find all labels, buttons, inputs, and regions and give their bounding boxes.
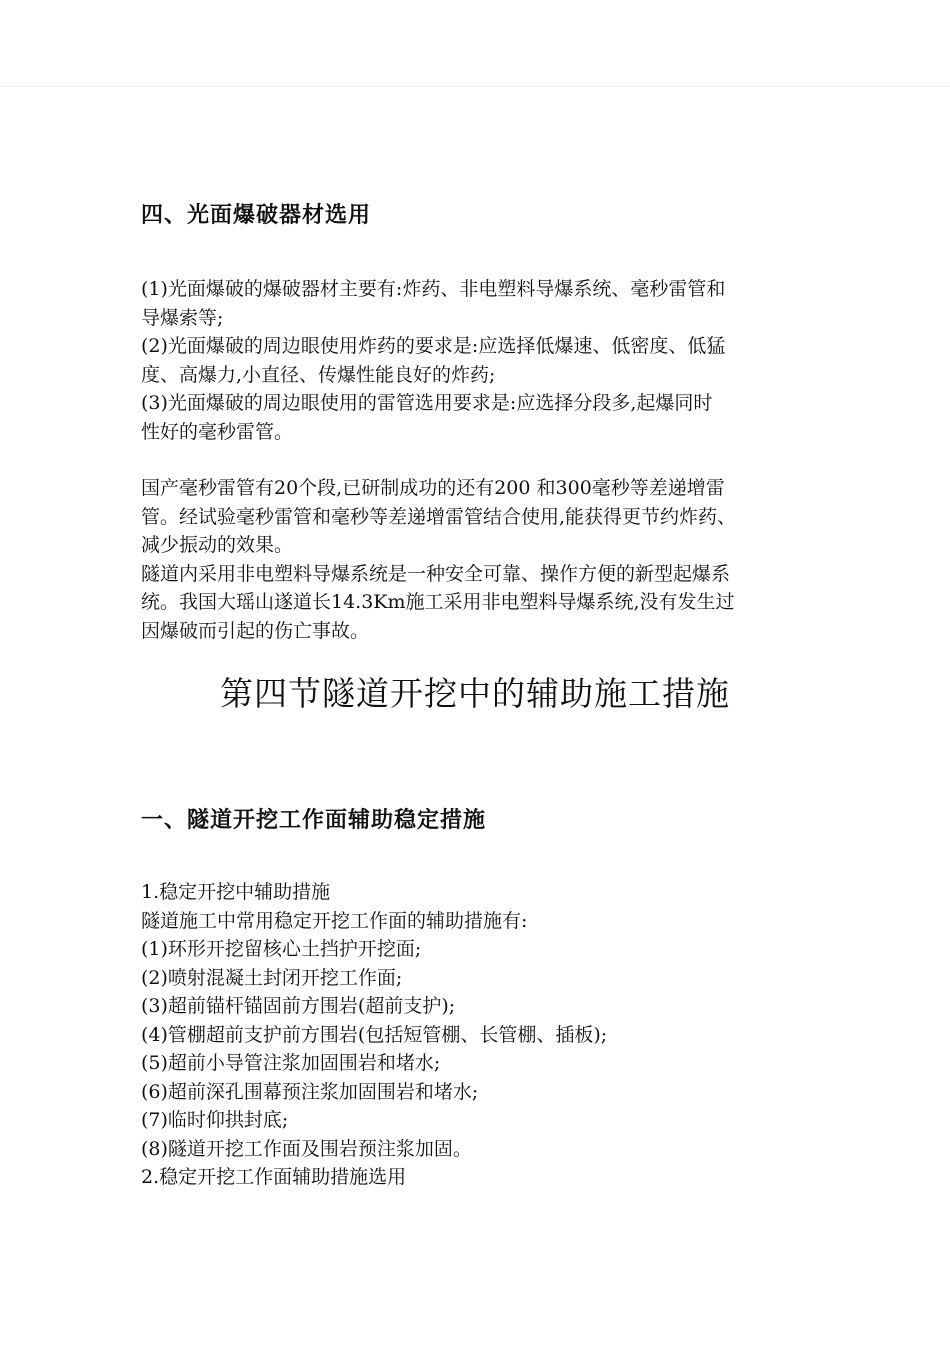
text-line: 因爆破而引起的伤亡事故。: [141, 619, 370, 642]
list-item: (7)临时仰拱封底;: [141, 1109, 289, 1131]
text-line: 统。我国大瑶山遂道长14.3Km施工采用非电塑料导爆系统,没有发生过: [141, 591, 735, 613]
text-line: 管。经试验毫秒雷管和毫秒等差递增雷管结合使用,能获得更节约炸药、: [141, 505, 737, 528]
list-item: 1.稳定开挖中辅助措施: [141, 881, 331, 903]
paragraph-detonators: [141, 474, 816, 645]
page-top-divider: [0, 86, 950, 87]
text-line: 国产毫秒雷管有20个段,已研制成功的还有200 和300毫秒等差递增雷: [141, 477, 725, 499]
text-line: 减少振动的效果。: [141, 534, 294, 556]
list-item: (2)喷射混凝土封闭开挖工作面;: [141, 966, 403, 989]
text-line: 隧道内采用非电塑料导爆系统是一种安全可靠、操作方便的新型起爆系: [141, 562, 731, 585]
list-item: (1)环形开挖留核心土挡护开挖面;: [141, 938, 422, 960]
list-item: 2.稳定开挖工作面辅助措施选用: [141, 1166, 407, 1188]
text-line: (3)光面爆破的周边眼使用的雷管选用要求是:应选择分段多,起爆同时: [141, 392, 713, 414]
text-line: 导爆索等;: [141, 306, 224, 329]
text-line: 度、高爆力,小直径、传爆性能良好的炸药;: [141, 363, 496, 386]
text-line: (1)光面爆破的爆破器材主要有:炸药、非电塑料导爆系统、毫秒雷管和: [141, 278, 726, 300]
paragraph-blasting-materials: [141, 275, 816, 446]
section-heading-face-stabilization: 一、隧道开挖工作面辅助稳定措施: [141, 808, 487, 833]
list-item: (6)超前深孔围幕预注浆加固围岩和堵水;: [141, 1080, 479, 1103]
chapter-title: 第四节隧道开挖中的辅助施工措施: [220, 674, 730, 713]
list-item: 隧道施工中常用稳定开挖工作面的辅助措施有:: [141, 909, 528, 932]
text-line: (2)光面爆破的周边眼使用炸药的要求是:应选择低爆速、低密度、低猛: [141, 335, 726, 357]
stabilization-measures-list: [141, 878, 816, 1192]
list-item: (3)超前锚杆锚固前方围岩(超前支护);: [141, 995, 456, 1017]
section-heading-blasting-materials: 四、光面爆破器材选用: [141, 203, 372, 228]
text-line: 性好的毫秒雷管。: [141, 420, 294, 443]
list-item: (4)管棚超前支护前方围岩(包括短管棚、长管棚、插板);: [141, 1023, 608, 1046]
list-item: (5)超前小导管注浆加固围岩和堵水;: [141, 1052, 441, 1074]
list-item: (8)隧道开挖工作面及围岩预注浆加固。: [141, 1137, 472, 1160]
